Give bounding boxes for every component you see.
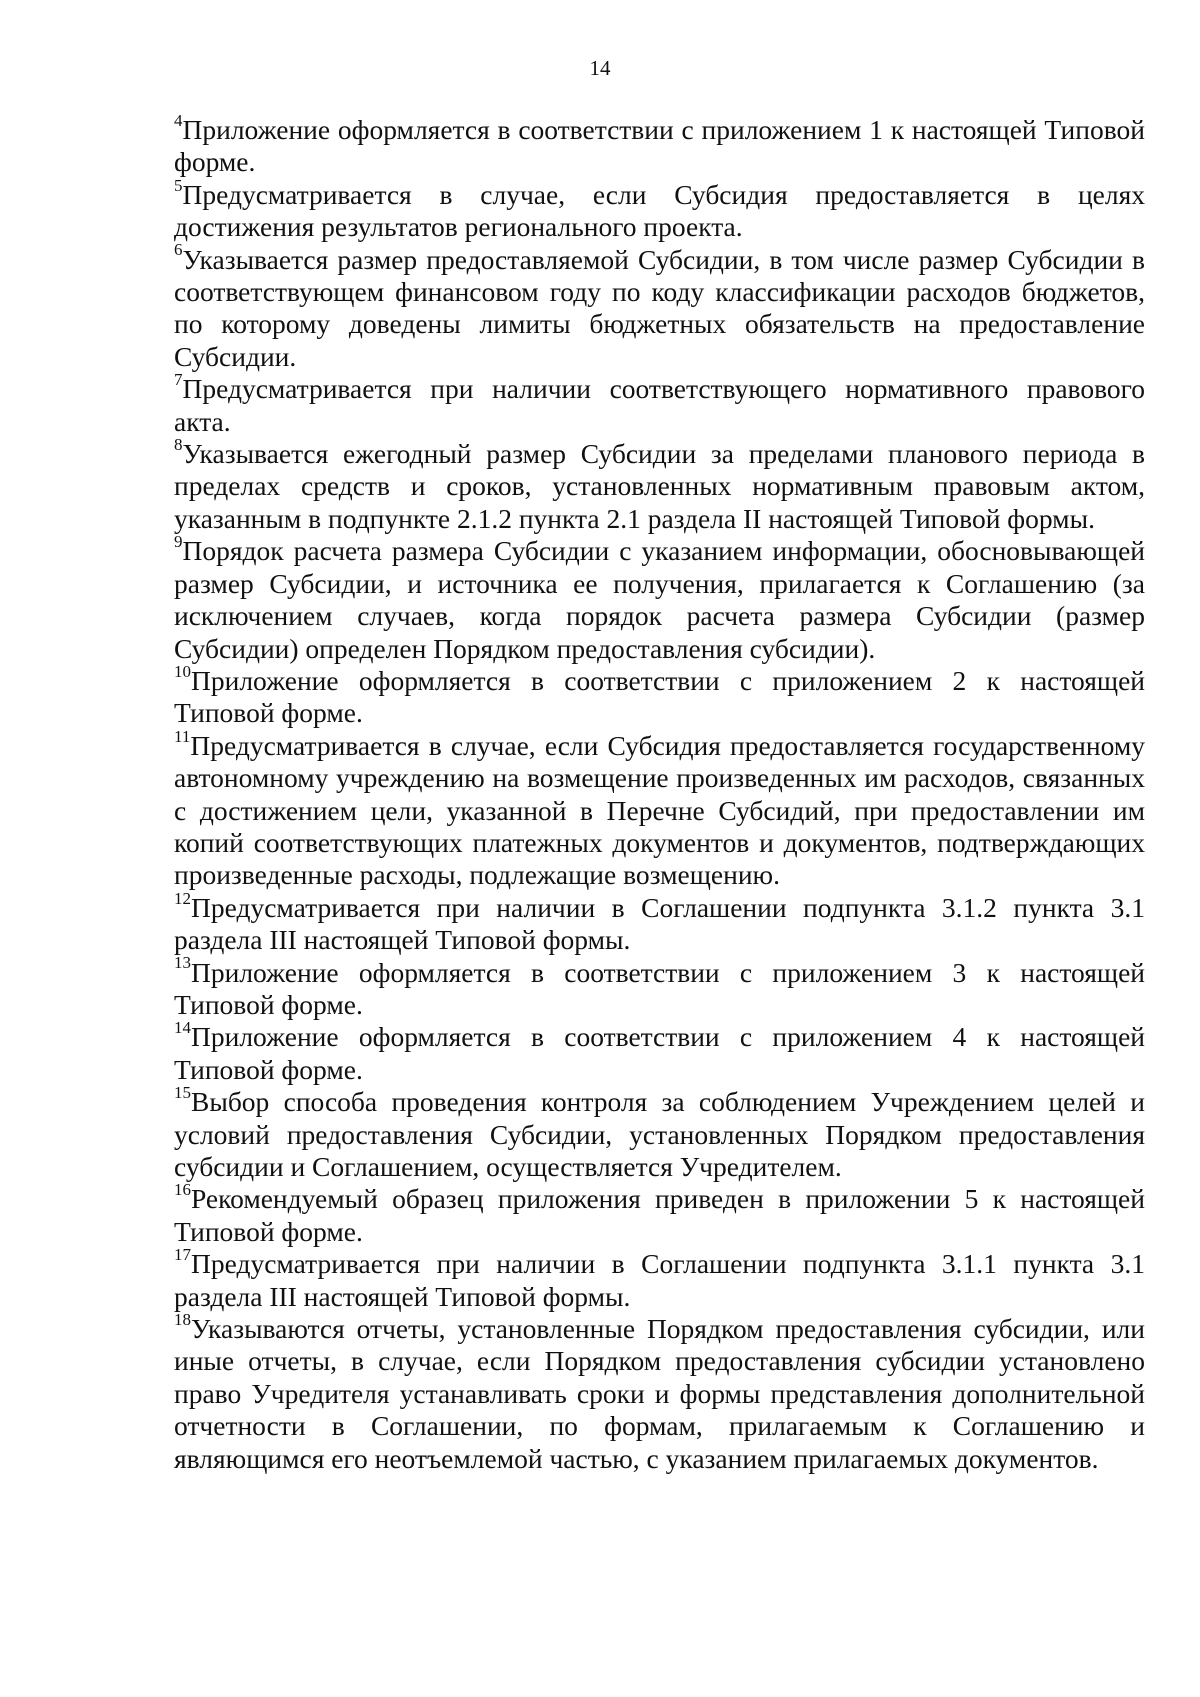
footnote <box>174 953 1145 1022</box>
footnote-text: Предусматривается при наличии в Соглашении подпункта 3.1.2 пункта 3.1 раздела III настоящей Типовой формы. <box>174 891 1145 956</box>
footnote <box>174 240 1145 374</box>
footnote-text: Выбор способа проведения контроля за соблюдением Учреждением целей и условий предоставления Субсидии, установленных Порядком предоставления субсидии и Соглашением, осуществляется Учредителем. <box>174 1086 1145 1182</box>
footnote <box>174 661 1145 730</box>
footnote-number: 15 <box>174 1083 191 1103</box>
footnote-number: 10 <box>174 661 191 681</box>
footnote-number: 16 <box>174 1180 191 1200</box>
footnote-number: 7 <box>174 370 183 390</box>
footnote <box>174 110 1145 179</box>
footnote <box>174 532 1145 665</box>
footnote <box>174 1245 1145 1313</box>
footnote-number: 13 <box>174 953 191 973</box>
footnote-number: 8 <box>174 434 183 454</box>
footnote <box>174 1180 1145 1248</box>
footnote-text: Указывается ежегодный размер Субсидии за пределами планового периода в пределах средств и сроков, установленных нормативным правовым актом, указанным в подпункте 2.1.2 пункта 2.1 раздела II настоящей Типовой формы. <box>174 438 1145 534</box>
footnote-text: Приложение оформляется в соответствии с приложением 2 к настоящей Типовой форме. <box>174 664 1145 729</box>
footnote <box>174 370 1145 438</box>
footnote <box>174 1018 1145 1086</box>
footnote-number: 6 <box>174 240 183 260</box>
footnote <box>174 888 1145 957</box>
page-number: 14 <box>589 56 611 80</box>
footnote-number: 14 <box>174 1018 191 1038</box>
footnote-text: Приложение оформляется в соответствии с приложением 1 к настоящей Типовой форме. <box>174 114 1145 178</box>
footnote-number: 4 <box>174 110 183 130</box>
footnote-text: Приложение оформляется в соответствии с приложением 4 к настоящей Типовой форме. <box>174 1021 1145 1085</box>
footnotes-list <box>174 110 1145 1475</box>
footnote-text: Предусматривается в случае, если Субсидия предоставляется в целях достижения результатов регионального проекта. <box>174 178 1145 243</box>
footnote <box>174 1309 1145 1475</box>
footnote-text: Рекомендуемый образец приложения приведен в приложении 5 к настоящей Типовой форме. <box>174 1183 1145 1247</box>
footnote <box>174 726 1145 892</box>
footnote-text: Предусматривается при наличии в Соглашении подпункта 3.1.1 пункта 3.1 раздела III настоящей Типовой формы. <box>174 1248 1145 1312</box>
footnote-number: 18 <box>174 1309 191 1329</box>
footnote <box>174 434 1145 535</box>
footnote-text: Приложение оформляется в соответствии с приложением 3 к настоящей Типовой форме. <box>174 956 1145 1020</box>
footnote-number: 9 <box>174 532 183 552</box>
footnote-text: Порядок расчета размера Субсидии с указанием информации, обосновывающей размер Субсидии, и источника ее получения, прилагается к Соглашению (за исключением случаев, когда порядок расчета размера Субсидии (размер Субсидии) определен Порядком предоставления субсидии). <box>174 535 1145 664</box>
footnote <box>174 175 1145 244</box>
footnote-number: 5 <box>174 175 183 195</box>
footnote <box>174 1083 1145 1183</box>
footnote-text: Предусматривается при наличии соответствующего нормативного правового акта. <box>174 373 1145 437</box>
footnote-number: 11 <box>174 726 191 746</box>
footnote-number: 17 <box>174 1245 191 1265</box>
footnote-number: 12 <box>174 888 191 908</box>
footnote-text: Указывается размер предоставляемой Субсидии, в том числе размер Субсидии в соответствующем финансовом году по коду классификации расходов бюджетов, по которому доведены лимиты бюджетных обязательств на предоставление Субсидии. <box>174 243 1145 372</box>
footnote-text: Предусматривается в случае, если Субсидия предоставляется государственному автономному учреждению на возмещение произведенных им расходов, связанных с достижением цели, указанной в Перечне Субсидий, при предоставлении им копий соответствующих платежных документов и документов, подтверждающих произведенные расходы, подлежащие возмещению. <box>174 729 1145 891</box>
footnote-text: Указываются отчеты, установленные Порядком предоставления субсидии, или иные отчеты, в случае, если Порядком предоставления субсидии установлено право Учредителя устанавливать сроки и формы представления дополнительной отчетности в Соглашении, по формам, прилагаемым к Соглашению и являющимся его неотъемлемой частью, с указанием прилагаемых документов. <box>174 1313 1145 1474</box>
